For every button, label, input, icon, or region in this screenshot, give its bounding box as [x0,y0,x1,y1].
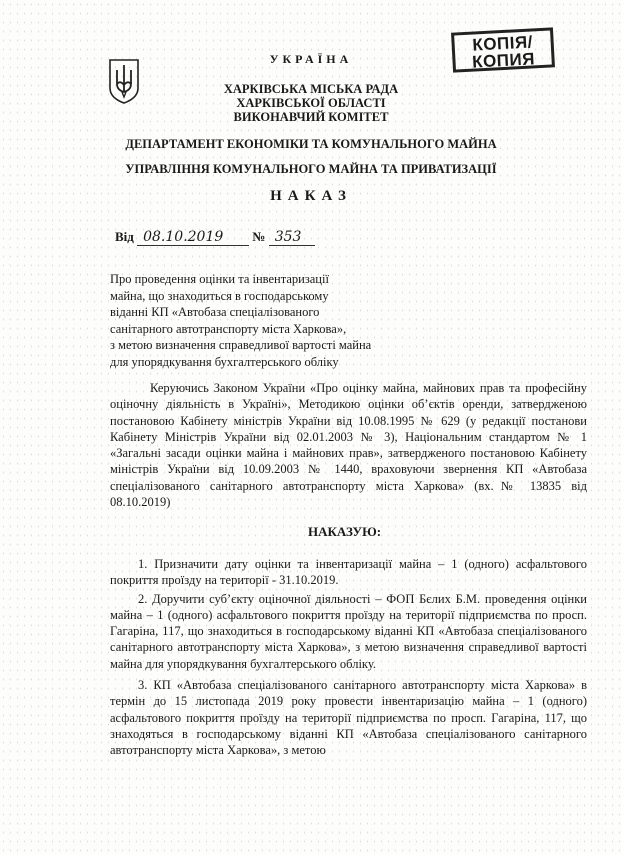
header-council-line-1: ХАРКІВСЬКА МІСЬКА РАДА [223,82,399,96]
order-item: 3. КП «Автобаза спеціалізованого санітарного автотранспорту міста Харкова» в термін до 15 листопада 2019 року провести інвентаризацію майна – 1 (одного) асфальтового покриття проїзду на території підприємства по просп. Гагаріна, 117, що знаходяться в господарському віданні КП «Автобаза спеціалізованого санітарного автотранспорту міста Харкова», з метою [110,678,587,758]
header-division: УПРАВЛІННЯ КОМУНАЛЬНОГО МАЙНА ТА ПРИВАТИЗАЦІЇ [125,162,497,176]
order-subject [110,271,440,371]
header-council-line-3: ВИКОНАВЧИЙ КОМІТЕТ [233,110,389,124]
order-item: 2. Доручити суб’єкту оціночної діяльності – ФОП Бєлих Б.М. проведення оцінки майна – 1 (одного) асфальтового покриття проїзду на території підприємства по просп. Гагаріна, 117, що знаходиться в господарському віданні КП «Автобаза спеціалізованого санітарного автотранспорту міста Харкова», з метою визначення справедливої вартості майна для упорядкування бухгалтерського обліку. [110,591,587,671]
header-country: УКРАЇНА [269,52,353,66]
preamble-text: Керуючись Законом України «Про оцінку майна, майнових прав та професійну оціночну діяльність в Україні», Методикою оцінки об’єктів оренди, затвердженою постановою Кабінету міністрів України від 10.08.1995 № 629 (у редакції постанови Кабінету Міністрів України від 02.01.2003 № 3), Національним стандартом № 1 «Загальні засади оцінки майна і майнових прав», затвердженого постановою Кабінету міністрів України від 10.09.2003 № 1440, враховуючи звернення КП «Автобаза спеціалізованого санітарного автотранспорту міста Харкова» (вх.№ 13835 від 08.10.2019) [110,381,587,510]
number-prefix: № [252,229,266,244]
subject-line: з метою визначення справедливої вартості майна [110,338,372,353]
preamble [110,380,587,510]
subject-line: Про проведення оцінки та інвентаризації [110,272,329,286]
header-council-line-2: ХАРКІВСЬКОЇ ОБЛАСТІ [236,96,386,110]
order-heading: НАКАЗУЮ: [308,524,382,539]
document-type-title: НАКАЗ [270,188,352,204]
subject-line: майна, що знаходиться в господарському [110,288,329,303]
subject-line: віданні КП «Автобаза спеціалізованого [110,305,320,320]
order-items [110,556,587,759]
stamp-line-2: КОПИЯ [471,49,536,72]
date-number-line [115,229,315,246]
order-number: 353 [269,229,315,246]
header-department: ДЕПАРТАМЕНТ ЕКОНОМІКИ ТА КОМУНАЛЬНОГО МАЙНА [125,137,497,151]
order-date: 08.10.2019 [137,229,249,246]
stamp-line-1: КОПІЯ/ [471,32,534,55]
subject-line: санітарного автотранспорту міста Харкова», [110,321,347,336]
date-prefix: Від [115,229,134,244]
subject-line: для упорядкування бухгалтерського обліку [110,354,339,369]
order-item: 1. Призначити дату оцінки та інвентаризації майна – 1 (одного) асфальтового покриття проїзду на території - 31.10.2019. [110,557,587,588]
